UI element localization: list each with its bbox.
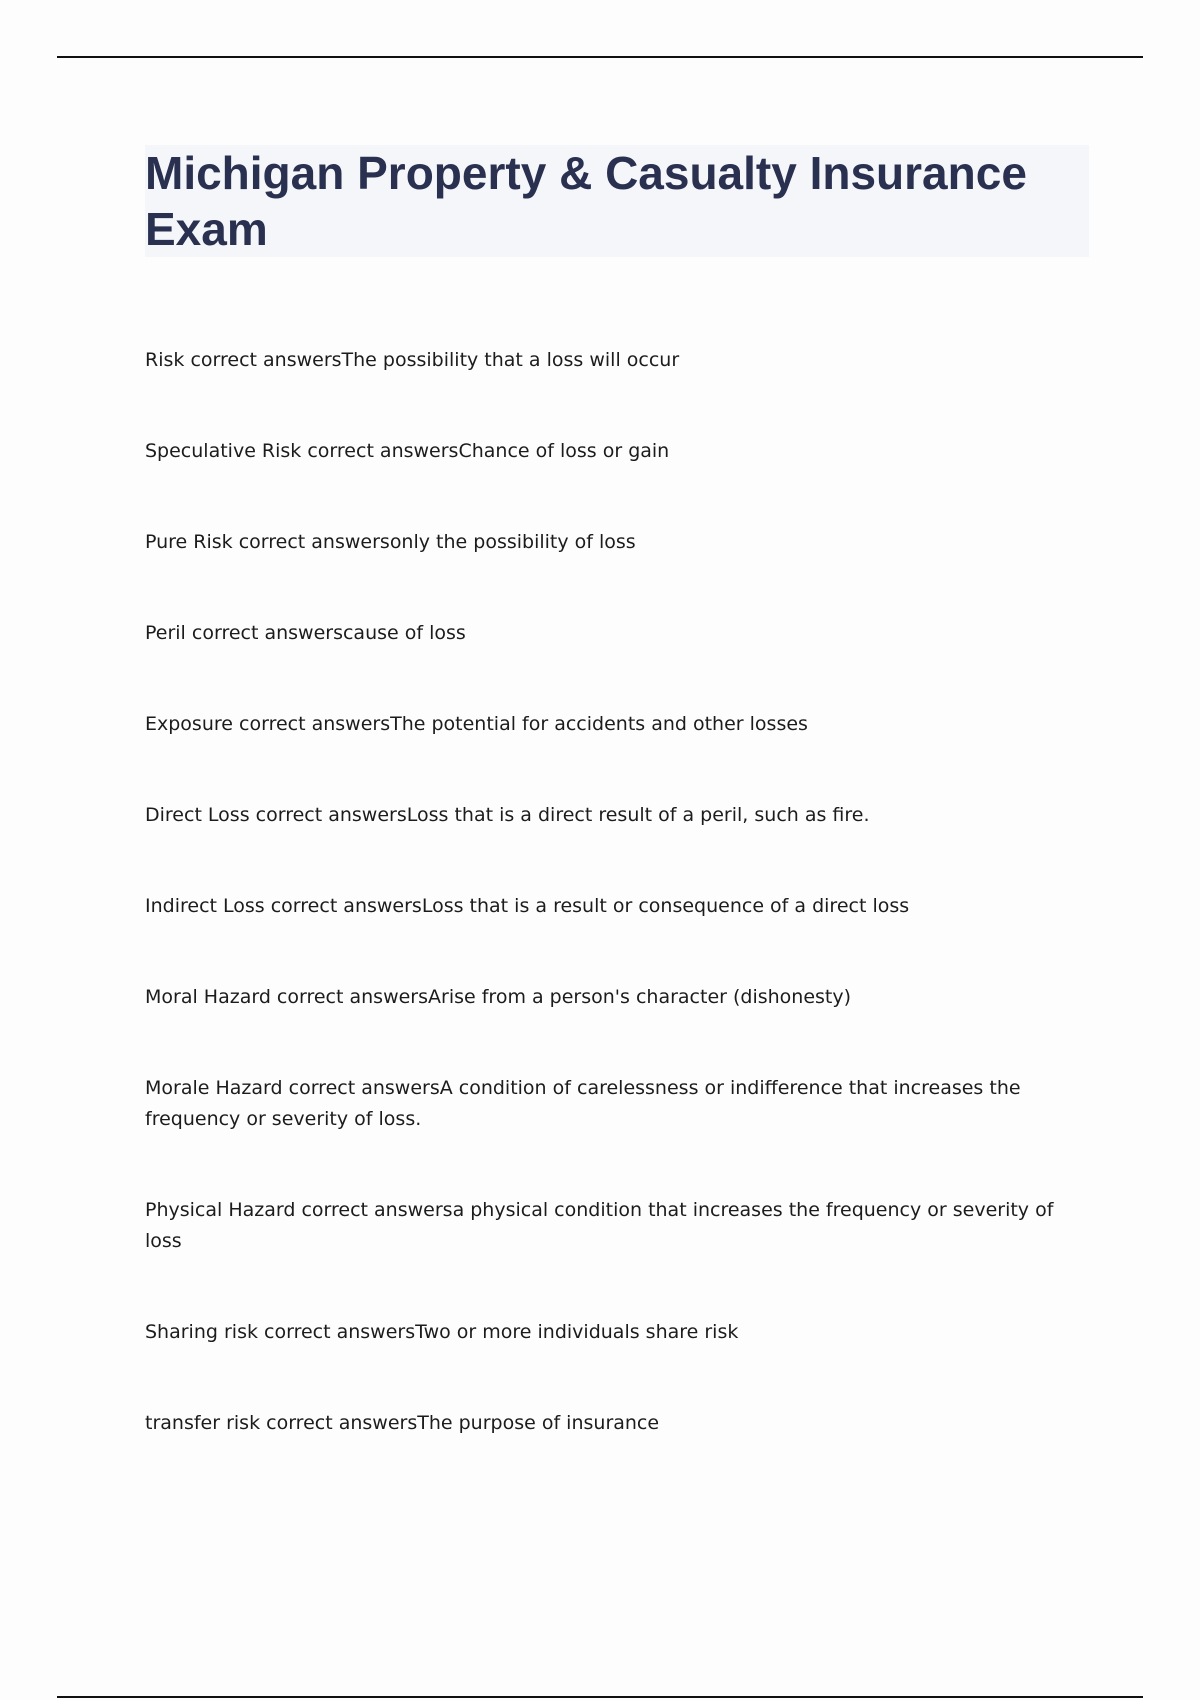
title-block: [145, 145, 1089, 257]
qa-term: Exposure: [145, 713, 233, 735]
qa-item: [145, 891, 1075, 922]
qa-separator: correct answers: [239, 713, 391, 735]
qa-separator: correct answers: [276, 986, 429, 1008]
qa-separator: correct answers: [270, 895, 422, 917]
qa-answer: The potential for accidents and other losses: [390, 713, 808, 735]
qa-term: Peril: [145, 622, 186, 644]
qa-item: [145, 345, 1075, 376]
document-title: Michigan Property & Casualty Insurance Exam: [145, 147, 1027, 255]
qa-answer: The possibility that a loss will occur: [341, 349, 680, 371]
qa-item: [145, 1408, 1075, 1439]
bottom-divider: [57, 1696, 1143, 1698]
qa-separator: correct answers: [264, 1321, 416, 1343]
qa-term: Moral Hazard: [145, 986, 271, 1008]
qa-answer: Arise from a person's character (dishonesty): [428, 986, 852, 1008]
qa-item: [145, 1195, 1075, 1257]
qa-answer: Loss that is a result or consequence of a direct loss: [421, 895, 910, 917]
qa-term: Pure Risk: [145, 531, 233, 553]
qa-term: Speculative Risk: [145, 440, 302, 462]
qa-answer: only the possibility of loss: [389, 531, 636, 553]
qa-item: [145, 982, 1075, 1013]
qa-list: [145, 345, 1075, 1499]
qa-answer: A condition of carelessness or indifference that increases the frequency or severity of loss.: [145, 1077, 1021, 1130]
qa-answer: cause of loss: [342, 622, 466, 644]
qa-answer: Two or more individuals share risk: [415, 1321, 739, 1343]
qa-item: [145, 527, 1075, 558]
qa-separator: correct answers: [190, 349, 342, 371]
qa-answer: Loss that is a direct result of a peril, such as fire.: [406, 804, 870, 826]
qa-term: Morale Hazard: [145, 1077, 283, 1099]
qa-item: [145, 800, 1075, 831]
qa-term: Indirect Loss: [145, 895, 265, 917]
qa-separator: correct answers: [288, 1077, 440, 1099]
qa-term: Physical Hazard: [145, 1199, 296, 1221]
qa-term: Risk: [145, 349, 185, 371]
qa-item: [145, 618, 1075, 649]
qa-answer: The purpose of insurance: [417, 1412, 660, 1434]
qa-answer: a physical condition that increases the frequency or severity of loss: [145, 1199, 1054, 1252]
qa-separator: correct answers: [255, 804, 407, 826]
qa-item: [145, 709, 1075, 740]
qa-item: [145, 1317, 1075, 1348]
qa-item: [145, 1073, 1075, 1135]
qa-separator: correct answers: [191, 622, 343, 644]
qa-separator: correct answers: [266, 1412, 418, 1434]
qa-term: Direct Loss: [145, 804, 250, 826]
qa-term: transfer risk: [145, 1412, 261, 1434]
qa-item: [145, 436, 1075, 467]
qa-answer: Chance of loss or gain: [458, 440, 670, 462]
qa-separator: correct answers: [238, 531, 390, 553]
qa-separator: correct answers: [307, 440, 459, 462]
qa-term: Sharing risk: [145, 1321, 258, 1343]
qa-separator: correct answers: [301, 1199, 453, 1221]
top-divider: [57, 56, 1143, 58]
